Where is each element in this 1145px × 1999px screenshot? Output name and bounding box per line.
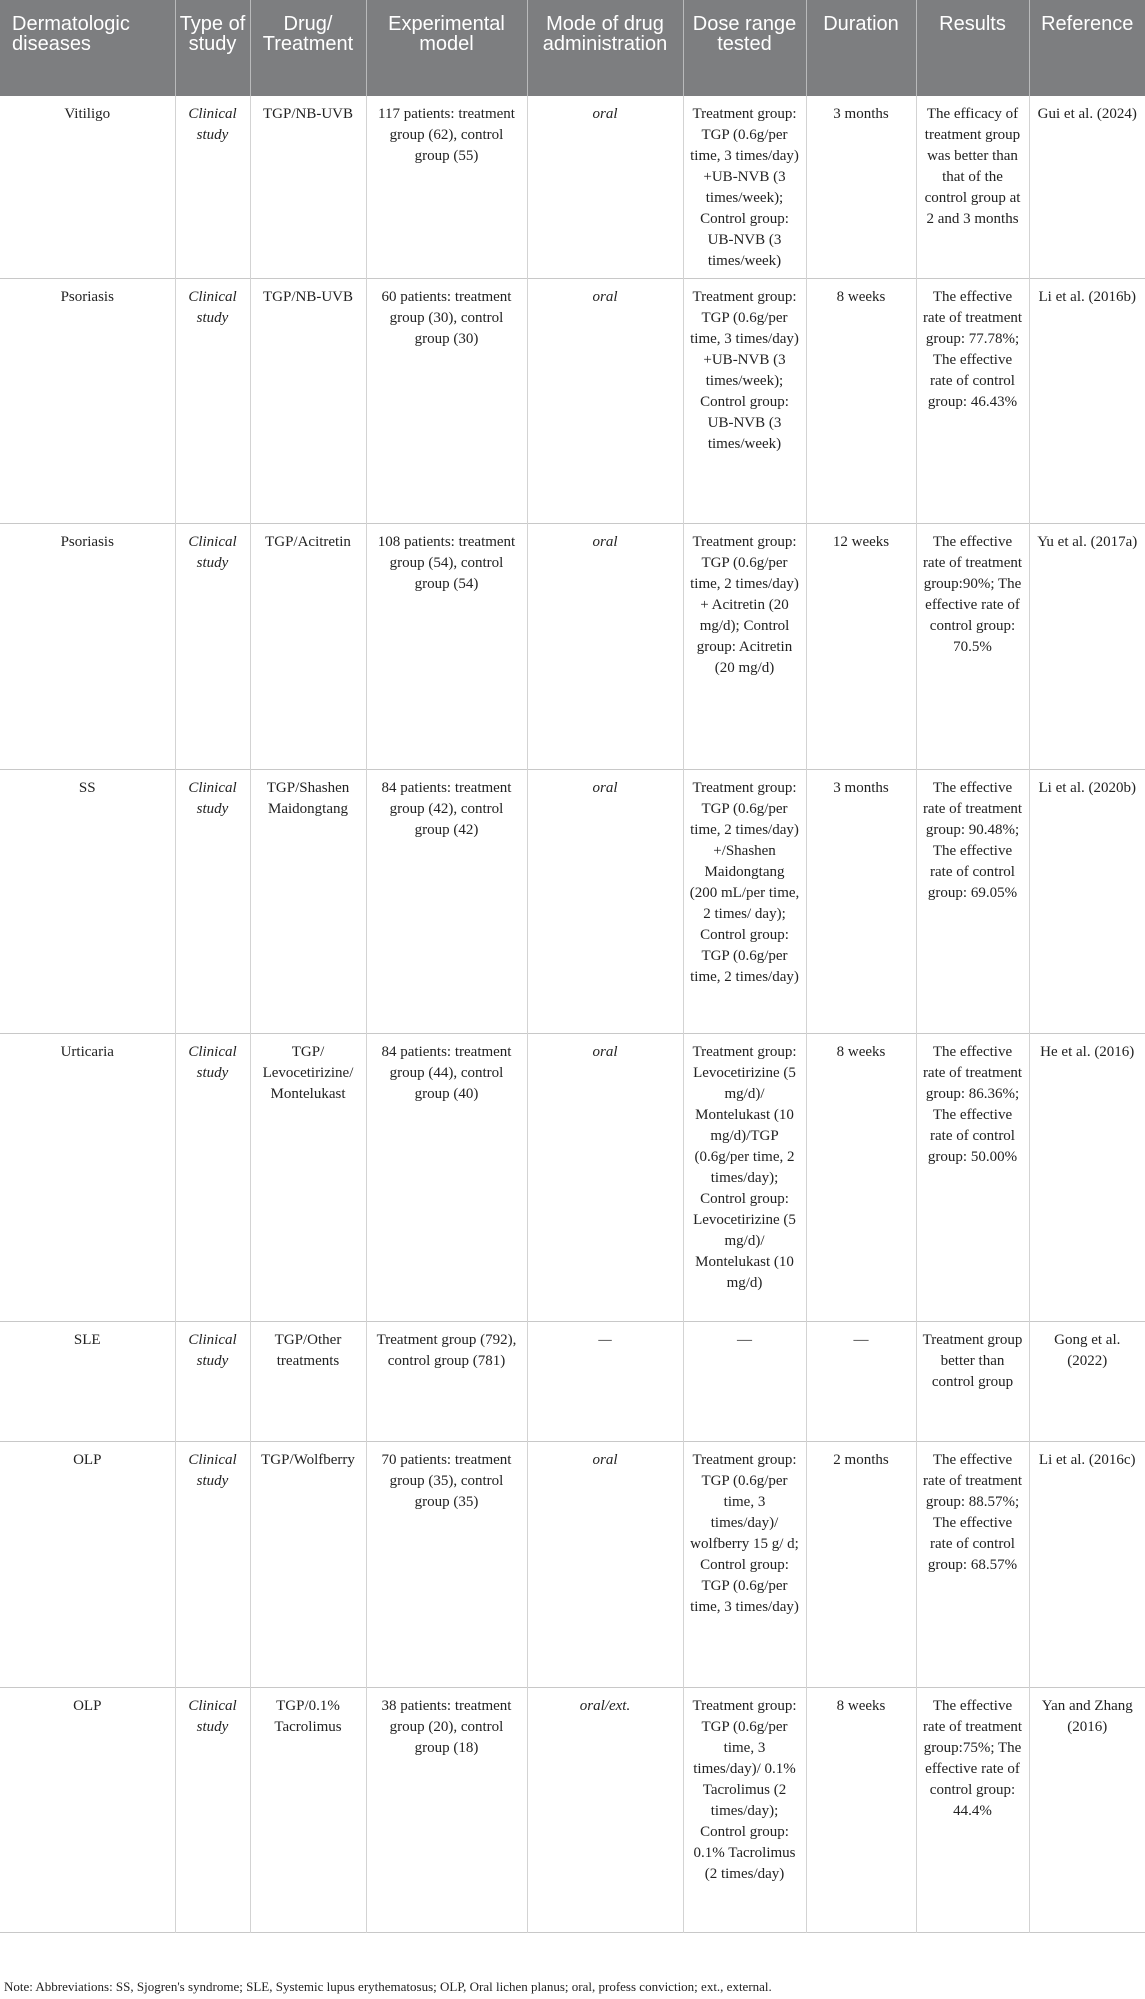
cell-reference: Li et al. (2020b) — [1038, 780, 1136, 796]
header-diseases: Dermatologic diseases — [0, 0, 175, 96]
table-row — [0, 1034, 1145, 1322]
table-row — [0, 1688, 1145, 1933]
cell-reference: Li et al. (2016c) — [1038, 1452, 1136, 1468]
cell-study-type: Clinical study — [175, 1442, 250, 1688]
cell-dose: Treatment group: TGP (0.6g/per time, 3 times/day) +UB-NVB (3 times/week); Control group: UB-NVB (3 times/week) — [683, 279, 806, 524]
header-mode: Mode of drug administration — [527, 0, 683, 96]
cell-results: The effective rate of treatment group: 90.48%; The effective rate of control group: 69.05% — [916, 770, 1029, 1034]
cell-disease: SLE — [0, 1322, 175, 1442]
cell-results: The effective rate of treatment group:90%; The effective rate of control group: 70.5% — [916, 524, 1029, 770]
table-footnote: Note: Abbreviations: SS, Sjogren's syndrome; SLE, Systemic lupus erythematosus; OLP, Oral lichen planus; oral, profess conviction; ext., external. — [4, 1979, 772, 1994]
cell-results: Treatment group better than control group — [916, 1322, 1029, 1442]
table-row — [0, 524, 1145, 770]
cell-reference: Gui et al. (2024) — [1037, 106, 1137, 122]
header-row — [0, 0, 1145, 96]
cell-results: The effective rate of treatment group: 77.78%; The effective rate of control group: 46.43% — [916, 279, 1029, 524]
cell-drug: TGP/Acitretin — [250, 524, 366, 770]
header-duration: Duration — [806, 0, 916, 96]
cell-mode: oral — [527, 770, 683, 1034]
header-reference: Reference — [1041, 13, 1134, 35]
cell-duration: — — [806, 1322, 916, 1442]
header-model: Experimental model — [366, 0, 527, 96]
cell-model: 70 patients: treatment group (35), control group (35) — [366, 1442, 527, 1688]
cell-results: The effective rate of treatment group:75%; The effective rate of control group: 44.4% — [916, 1688, 1029, 1933]
table-row — [0, 279, 1145, 524]
cell-reference: Yan and Zhang (2016) — [1041, 1698, 1133, 1735]
cell-drug: TGP/NB-UVB — [250, 96, 366, 279]
cell-disease: OLP — [0, 1688, 175, 1933]
cell-dose: Treatment group: TGP (0.6g/per time, 2 times/day) + Acitretin (20 mg/d); Control group: Acitretin (20 mg/d) — [683, 524, 806, 770]
cell-drug: TGP/0.1% Tacrolimus — [250, 1688, 366, 1933]
cell-duration: 3 months — [806, 96, 916, 279]
header-study-type: Type of study — [175, 0, 250, 96]
table-row — [0, 1442, 1145, 1688]
cell-mode: oral — [527, 1034, 683, 1322]
cell-disease: Psoriasis — [0, 524, 175, 770]
cell-study-type: Clinical study — [175, 96, 250, 279]
cell-reference: Li et al. (2016b) — [1038, 289, 1136, 305]
cell-dose: Treatment group: TGP (0.6g/per time, 3 times/day)/ wolfberry 15 g/ d; Control group: TGP (0.6g/per time, 3 times/day) — [683, 1442, 806, 1688]
cell-results: The effective rate of treatment group: 88.57%; The effective rate of control group: 68.57% — [916, 1442, 1029, 1688]
cell-disease: OLP — [0, 1442, 175, 1688]
table-row — [0, 1322, 1145, 1442]
cell-study-type: Clinical study — [175, 1322, 250, 1442]
header-results: Results — [916, 0, 1029, 96]
cell-dose: — — [683, 1322, 806, 1442]
cell-mode: oral — [527, 524, 683, 770]
cell-model: 108 patients: treatment group (54), control group (54) — [366, 524, 527, 770]
cell-study-type: Clinical study — [175, 524, 250, 770]
cell-study-type: Clinical study — [175, 1688, 250, 1933]
cell-model: 84 patients: treatment group (42), control group (42) — [366, 770, 527, 1034]
cell-drug: TGP/NB-UVB — [250, 279, 366, 524]
cell-drug: TGP/ Levocetirizine/ Montelukast — [250, 1034, 366, 1322]
table-row — [0, 770, 1145, 1034]
cell-model: 38 patients: treatment group (20), control group (18) — [366, 1688, 527, 1933]
cell-duration: 8 weeks — [806, 279, 916, 524]
cell-reference: Yu et al. (2017a) — [1037, 534, 1138, 550]
header-dose: Dose range tested — [683, 0, 806, 96]
cell-mode: oral — [527, 1442, 683, 1688]
cell-duration: 3 months — [806, 770, 916, 1034]
header-drug: Drug/ Treatment — [250, 0, 366, 96]
cell-mode: — — [527, 1322, 683, 1442]
cell-model: 117 patients: treatment group (62), control group (55) — [366, 96, 527, 279]
cell-drug: TGP/Other treatments — [250, 1322, 366, 1442]
cell-study-type: Clinical study — [175, 279, 250, 524]
cell-model: Treatment group (792), control group (781) — [366, 1322, 527, 1442]
cell-duration: 12 weeks — [806, 524, 916, 770]
table-row — [0, 96, 1145, 279]
cell-model: 60 patients: treatment group (30), control group (30) — [366, 279, 527, 524]
cell-drug: TGP/Wolfberry — [250, 1442, 366, 1688]
cell-dose: Treatment group: TGP (0.6g/per time, 3 times/day) +UB-NVB (3 times/week); Control group: UB-NVB (3 times/week) — [683, 96, 806, 279]
cell-duration: 8 weeks — [806, 1688, 916, 1933]
cell-mode: oral — [527, 96, 683, 279]
cell-dose: Treatment group: TGP (0.6g/per time, 3 times/day)/ 0.1% Tacrolimus (2 times/day); Control group: 0.1% Tacrolimus (2 times/day) — [683, 1688, 806, 1933]
cell-results: The effective rate of treatment group: 86.36%; The effective rate of control group: 50.00% — [916, 1034, 1029, 1322]
cell-study-type: Clinical study — [175, 1034, 250, 1322]
cell-model: 84 patients: treatment group (44), control group (40) — [366, 1034, 527, 1322]
cell-duration: 2 months — [806, 1442, 916, 1688]
cell-dose: Treatment group: Levocetirizine (5 mg/d)/ Montelukast (10 mg/d)/TGP (0.6g/per time, 2 times/day); Control group: Levocetirizine (5 mg/d)/ Montelukast (10 mg/d) — [683, 1034, 806, 1322]
cell-drug: TGP/Shashen Maidongtang — [250, 770, 366, 1034]
cell-duration: 8 weeks — [806, 1034, 916, 1322]
cell-mode: oral — [527, 279, 683, 524]
cell-reference: Gong et al. (2022) — [1054, 1332, 1121, 1369]
cell-disease: Urticaria — [0, 1034, 175, 1322]
cell-results: The efficacy of treatment group was better than that of the control group at 2 and 3 months — [916, 96, 1029, 279]
cell-reference: He et al. (2016) — [1040, 1044, 1135, 1060]
cell-disease: Psoriasis — [0, 279, 175, 524]
cell-disease: SS — [0, 770, 175, 1034]
cell-study-type: Clinical study — [175, 770, 250, 1034]
cell-mode: oral/ext. — [527, 1688, 683, 1933]
cell-dose: Treatment group: TGP (0.6g/per time, 2 times/day) +/Shashen Maidongtang (200 mL/per time, 2 times/ day); Control group: TGP (0.6g/per time, 2 times/day) — [683, 770, 806, 1034]
cell-disease: Vitiligo — [0, 96, 175, 279]
